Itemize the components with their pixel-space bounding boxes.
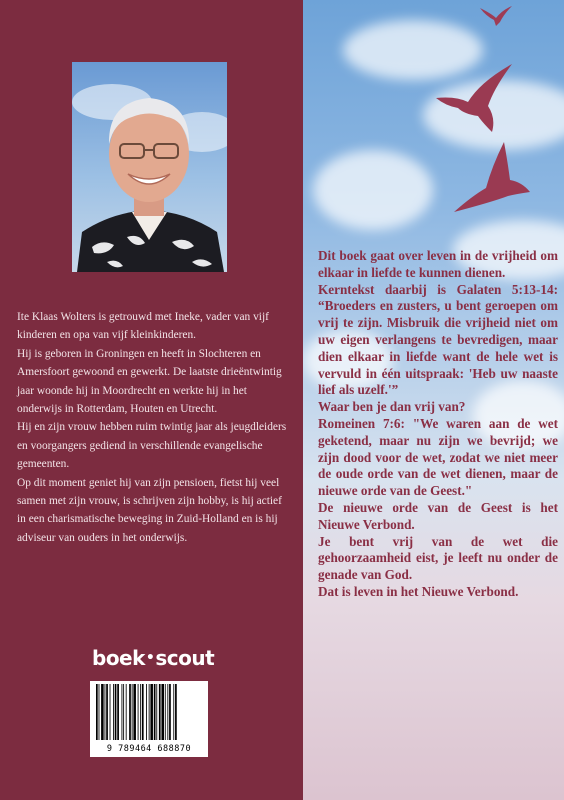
bird-icon: [478, 4, 514, 28]
book-blurb: [318, 248, 558, 601]
cloud: [313, 150, 433, 230]
logo-dot: •: [145, 650, 155, 666]
blurb-paragraph: Kerntekst daarbij is Galaten 5:13-14: “Broeders en zusters, u bent geroepen om vrij te zijn. Misbruik die vrijheid niet om uw eigen verlangens te bevredigen, maar dien elkaar in liefde want de hele wet is vervuld in één uitspraak: 'Heb uw naaste lief als uzelf.'”: [318, 281, 558, 398]
bird-icon: [452, 140, 532, 218]
bio-paragraph: Hij is geboren in Groningen en heeft in Slochteren en Amersfoort gewoond en gewerkt. De laatste drieëntwintig jaar woonde hij in Moordrecht en werkte hij in het onderwijs in Rotterdam, Houten en Utrecht.: [17, 347, 282, 416]
barcode-bars: [94, 684, 204, 742]
blurb-paragraph: Je bent vrij van de wet die gehoorzaamheid eist, je leeft nu onder de genade van God.: [318, 533, 558, 583]
bio-paragraph: Ite Klaas Wolters is getrouwd met Ineke, vader van vijf kinderen en opa van vijf kleinkinderen.: [17, 311, 269, 342]
blurb-paragraph: De nieuwe orde van de Geest is het Nieuwe Verbond.: [318, 499, 558, 532]
blurb-paragraph: Dit boek gaat over leven in de vrijheid om elkaar in liefde te kunnen dienen.: [318, 248, 558, 280]
isbn-barcode: [90, 681, 208, 757]
bio-paragraph: Hij en zijn vrouw hebben ruim twintig jaar als jeugdleiders en voorgangers gediend in verschillende evangelische gemeenten.: [17, 421, 287, 471]
bird-icon: [434, 62, 514, 134]
publisher-logo: [92, 646, 215, 676]
author-photo: [72, 62, 227, 272]
blurb-paragraph: Waar ben je dan vrij van?: [318, 399, 466, 415]
isbn-number: 9 789464 688870: [106, 744, 192, 754]
blurb-paragraph: Dat is leven in het Nieuwe Verbond.: [318, 583, 519, 599]
logo-text-boek: boek: [92, 646, 145, 670]
bio-paragraph: Op dit moment geniet hij van zijn pensioen, fietst hij veel samen met zijn vrouw, is schrijven zijn hobby, is hij actief in een charismatische beweging in Zuid-Holland en is hij adviseur van ouders in het onderwijs.: [17, 476, 282, 544]
blurb-paragraph: Romeinen 7:6: "We waren aan de wet geketend, maar nu zijn we bevrijd; we zijn dood voor de wet, zodat we niet meer de oude orde van de wet dienen, maar de nieuwe orde van de Geest.": [318, 415, 558, 499]
logo-text-scout: scout: [155, 646, 215, 670]
author-biography: [17, 308, 292, 547]
author-portrait-illustration: [72, 62, 227, 272]
